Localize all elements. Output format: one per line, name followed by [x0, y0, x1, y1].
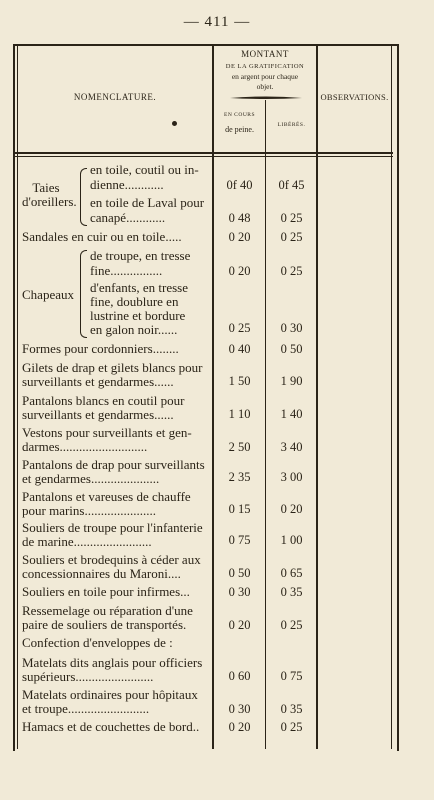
row-label-line: paire de souliers de transportés. — [22, 617, 187, 632]
header-montant-sub2 — [214, 72, 316, 92]
row-label-line: darmes........................... — [22, 439, 148, 454]
row-label-line: d'enfants, en tresse — [90, 280, 189, 295]
row-label-line: Gilets de drap et gilets blancs pour — [22, 360, 203, 375]
row-label-line: Pantalons et vareuses de chauffe — [22, 489, 191, 504]
row-label-line: Matelats dits anglais pour officiers — [22, 655, 203, 670]
value-en-cours: 0 30 — [228, 702, 251, 716]
row-label-line: dienne............ — [90, 177, 164, 192]
row-label-line: en toile de Laval pour — [90, 195, 205, 210]
value-liberes: 0 35 — [280, 585, 303, 599]
value-liberes: 1 40 — [280, 407, 303, 421]
value-en-cours: 0 60 — [228, 669, 251, 683]
column-rule — [265, 100, 266, 749]
row-label-line: surveillants et gendarmes...... — [22, 407, 174, 422]
header-rule — [15, 152, 393, 154]
row-label-line: et troupe......................... — [22, 701, 150, 716]
row-label-line: Souliers en toile pour infirmes... — [22, 584, 190, 599]
value-en-cours: 0 20 — [228, 230, 251, 244]
value-en-cours: 0 75 — [228, 533, 251, 547]
row-label-line: pour marins...................... — [22, 503, 156, 518]
group-label-line: Taies — [32, 180, 60, 195]
row-label-line: en galon noir...... — [90, 322, 178, 337]
group-label-taies — [22, 180, 77, 209]
value-en-cours: 0 20 — [228, 720, 251, 734]
row-label-line: Souliers de troupe pour l'infanterie — [22, 520, 203, 535]
value-en-cours: 0f 40 — [226, 178, 253, 192]
group-label-chapeaux: Chapeaux — [22, 287, 74, 302]
value-en-cours: 1 10 — [228, 407, 251, 421]
value-en-cours: 0 15 — [228, 502, 251, 516]
value-liberes: 0 30 — [280, 321, 303, 335]
row-label-line: Confection d'enveloppes de : — [22, 635, 173, 650]
row-label-line: Vestons pour surveillants et gen- — [22, 425, 192, 440]
value-liberes: 0 65 — [280, 566, 303, 580]
value-liberes: 0 20 — [280, 502, 303, 516]
row-label-line: Pantalons de drap pour surveillants — [22, 457, 205, 472]
value-liberes: 0 25 — [280, 230, 303, 244]
value-en-cours: 0 20 — [228, 618, 251, 632]
value-liberes: 1 00 — [280, 533, 303, 547]
value-en-cours: 0 50 — [228, 566, 251, 580]
row-label-line: Pantalons blancs en coutil pour — [22, 393, 185, 408]
row-label-line: de troupe, en tresse — [90, 248, 191, 263]
header-montant-sub: DE LA GRATIFICATION — [225, 63, 305, 70]
header-en-cours: EN COURS — [223, 112, 256, 118]
value-liberes: 0 35 — [280, 702, 303, 716]
row-label-line: Sandales en cuir ou en toile..... — [22, 229, 182, 244]
value-liberes: 0 25 — [280, 618, 303, 632]
group-label-line: d'oreillers. — [22, 194, 77, 209]
row-label-line: Ressemelage ou réparation d'une — [22, 603, 193, 618]
value-liberes: 0f 45 — [278, 178, 305, 192]
value-liberes: 3 00 — [280, 470, 303, 484]
header-montant-line-1: en argent pour chaque — [231, 72, 299, 81]
value-en-cours: 0 20 — [228, 264, 251, 278]
header-montant-line-2: objet. — [256, 82, 274, 91]
row-label-line: en toile, coutil ou in- — [90, 162, 199, 177]
row-label-line: de marine........................ — [22, 534, 152, 549]
value-liberes: 0 75 — [280, 669, 303, 683]
header-bullet — [172, 121, 177, 126]
value-liberes: 1 90 — [280, 374, 303, 388]
brace-taies — [80, 168, 87, 226]
header-liberes: LIBÉRÉS. — [277, 122, 306, 128]
row-label-line: fine................ — [90, 263, 163, 278]
value-en-cours: 1 50 — [228, 374, 251, 388]
row-label-line: surveillants et gendarmes...... — [22, 374, 174, 389]
value-en-cours: 0 40 — [228, 342, 251, 356]
brace-chapeaux — [80, 250, 87, 338]
row-label-line: concessionnaires du Maroni.... — [22, 566, 181, 581]
page-number: — 411 — — [183, 14, 251, 30]
header-rule — [15, 156, 393, 157]
row-label-line: Matelats ordinaires pour hôpitaux — [22, 687, 198, 702]
value-liberes: 0 25 — [280, 211, 303, 225]
row-label-line: Formes pour cordonniers........ — [22, 341, 179, 356]
header-de-peine: de peine. — [225, 125, 254, 134]
row-label-line: Souliers et brodequins à céder aux — [22, 552, 201, 567]
value-en-cours: 0 25 — [228, 321, 251, 335]
header-nomenclature: NOMENCLATURE. — [73, 92, 157, 102]
row-label-line: Hamacs et de couchettes de bord.. — [22, 719, 200, 734]
value-liberes: 0 50 — [280, 342, 303, 356]
value-en-cours: 0 30 — [228, 585, 251, 599]
value-en-cours: 2 35 — [228, 470, 251, 484]
value-en-cours: 0 48 — [228, 211, 251, 225]
row-label-line: et gendarmes..................... — [22, 471, 160, 486]
row-label-line: supérieurs........................ — [22, 669, 154, 684]
value-liberes: 0 25 — [280, 264, 303, 278]
header-observations: OBSERVATIONS. — [320, 92, 389, 102]
header-montant: MONTANT — [241, 49, 289, 59]
header-swash-ornament — [230, 96, 302, 100]
value-liberes: 3 40 — [280, 440, 303, 454]
row-label-line: fine, doublure en — [90, 294, 179, 309]
row-label-line: canapé............ — [90, 210, 166, 225]
value-en-cours: 2 50 — [228, 440, 251, 454]
row-label-line: lustrine et bordure — [90, 308, 186, 323]
value-liberes: 0 25 — [280, 720, 303, 734]
